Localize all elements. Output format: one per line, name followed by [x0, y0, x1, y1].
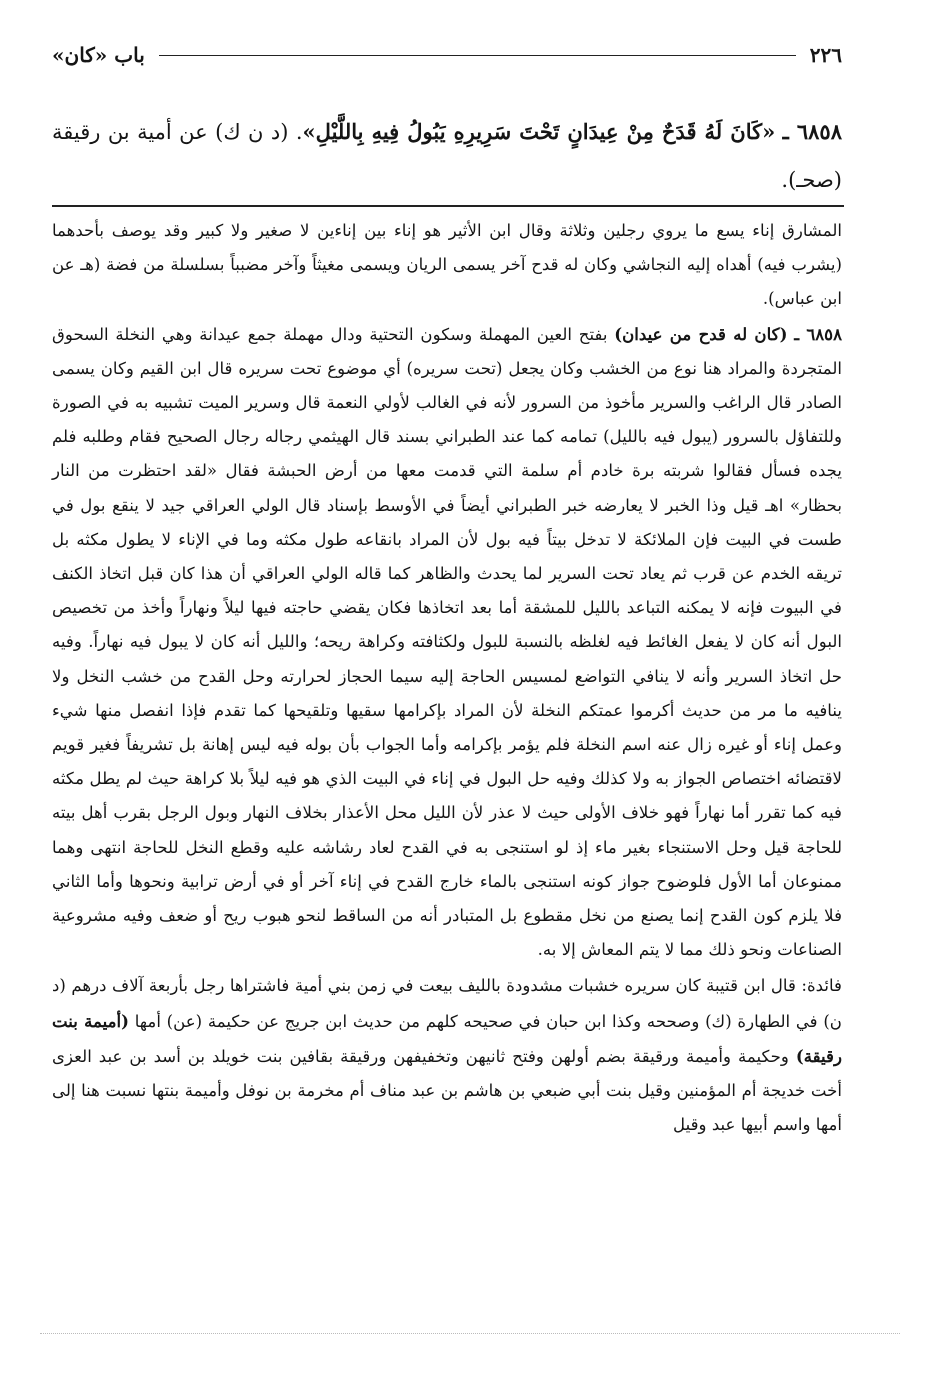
faida-bold-name: (أميمة بنت رقيقة)	[52, 1010, 842, 1066]
hadith-matn: «كَانَ لَهُ قَدَحٌ مِنْ عِيدَانٍ تَحْتَ سَرِيرِهِ يَبُولُ فِيهِ بِاللَّيْلِ»	[302, 119, 776, 144]
faida-body-part-1: قال ابن قتيبة كان سريره خشبات مشدودة بالليف بيعت في زمن بني أمية فاشتراها رجل بأربعة آلاف درهم (د ن) في الطهارة (ك) وصححه وكذا ابن حبان في صحيحه كلهم من حديث ابن جريج عن حكيمة (عن) أمها	[52, 976, 842, 1031]
faida-paragraph	[52, 969, 842, 1142]
commentary-block	[52, 214, 842, 1142]
page-header	[52, 38, 842, 72]
hadith-number: ٦٨٥٨ ـ	[782, 119, 842, 144]
page-number: ٢٢٦	[809, 43, 842, 67]
commentary-entry-number: ٦٨٥٨ ـ	[794, 323, 842, 344]
commentary-entry-lemma: (كان له قدح من عيدان)	[614, 323, 788, 344]
faida-body-part-2: وحكيمة وأميمة ورقيقة بضم أولهن وفتح ثانيهن وتخفيفهن ورقيقة بقافين بنت خويلد بن أسد بن عبد العزى أخت خديجة أم المؤمنين وقيل بنت أبي ضبعي بن هاشم بن عبد مناف أم مخرمة بن نوفل وأميمة بنتها نسبت هنا إلى أمها واسم أبيها عبد وقيل	[52, 1046, 842, 1135]
header-rule	[159, 55, 796, 56]
chapter-title: باب «كان»	[52, 43, 145, 67]
commentary-entry-body: بفتح العين المهملة وسكون التحتية ودال مهملة جمع عيدانة وهي النخلة السحوق المتجردة والمراد هنا نوع من الخشب وكان يجعل (تحت سريره) أي موضوع تحت سريره قال ابن القيم وكان يسمى الصادر قال الراغب والسرير مأخوذ من السرور لأنه في الغالب لأولي النعمة قال وسرير الميت تشبيه به في الصورة وللتفاؤل بالسرور (يبول فيه بالليل) تمامه كما عند الطبراني بسند قال الهيثمي رجاله رجال الصحيح فقام وطلبه فلم يجده فسأل فقالوا شربته برة خادم أم سلمة التي قدمت معها من أرض الحبشة فقال «لقد احتظرت من النار بحظار» اهـ قيل وذا الخبر لا يعارضه خبر الطبراني أيضاً في الأوسط بإسناد قال الولي العراقي جيد لا ينقع بول في طست في البيت فإن الملائكة لا تدخل بيتاً فيه بول لأن المراد بانقاعه طول مكثه وما في الإناء لا يطول مكثه بل تريقه الخدم عن قرب ثم يعاد تحت السرير لما يحدث والظاهر كما قاله الولي العراقي أن هذا كان قبل اتخاذ الكنف في البيوت فإنه لا يمكنه التباعد بالليل للمشقة أما بعد اتخاذها فكان يقضي حاجته فيها ليلاً ونهاراً وأخذ من تخصيص البول أنه كان لا يفعل الغائط فيه لغلظه بالنسبة للبول ولكثافته وكراهة ريحه؛ والليل أنه كان لا يبول فيه نهاراً. وفيه حل اتخاذ السرير وأنه لا ينافي التواضع لمسيس الحاجة إليه سيما الحجاز لحرارته وحل القدح من خشب النخل ولا ينافيه ما مر من حديث أكرموا عمتكم النخلة لأن المراد بإكرامها سقيها وتلقيحها كما تقدم فإذا انفصل منها شيء وعمل إناء أو غيره زال عنه اسم النخلة فلم يؤمر بإكرامه وأما الجواب بأن بوله فيه ليس إهانة بل تشريفاً فغير قويم لاقتضائه اختصاص الجواز به ولا كذلك وفيه حل البول في إناء في البيت الذي هو فيه ليلاً بلا كراهة حيث لم يطل مكثه فيه كما تقرر أما نهاراً فهو خلاف الأولى حيث لا عذر لأن الليل محل الأعذار بخلاف النهار وبول الرجل بقرب أهل بيته للحاجة قيل وحل الاستنجاء بغير ماء إذ لو استنجى به في القدح لعاد رشاشه عليه وقطع النخل للحاجة انتهى وهما ممنوعان أما الأول فلوضوح جواز كونه استنجى بالماء خارج القدح في إناء آخر أو في أرض ترابية ونحوها وأما الثاني فلا يلزم كون القدح إنما يصنع من نخل مقطوع بل المتبادر أنه من الساقط لنحو هبوب ريح أو ضعف وفيه مشروعية الصناعات ونحو ذلك مما لا يتم المعاش إلا به.	[52, 324, 843, 960]
main-footnote-divider	[52, 205, 844, 207]
commentary-intro-paragraph: المشارق إناء يسع ما يروي رجلين وثلاثة وقال ابن الأثير هو إناء بين إناءين لا صغير ولا كبير وقد يوصف بأحدهما (يشرب فيه) أهداه إليه النجاشي وكان له قدح آخر يسمى الريان ويسمى مغيثاً وآخر مضبباً بسلسلة من فضة (هـ عن ابن عباس).	[52, 221, 842, 309]
hadith-source: . (د ن ك) عن أمية بن رقيقة (صحـ).	[52, 120, 842, 192]
faida-label: فائدة:	[801, 976, 842, 996]
page-bottom-edge	[40, 1333, 900, 1334]
commentary-entry-paragraph	[52, 317, 842, 968]
hadith-text-block	[52, 108, 842, 204]
